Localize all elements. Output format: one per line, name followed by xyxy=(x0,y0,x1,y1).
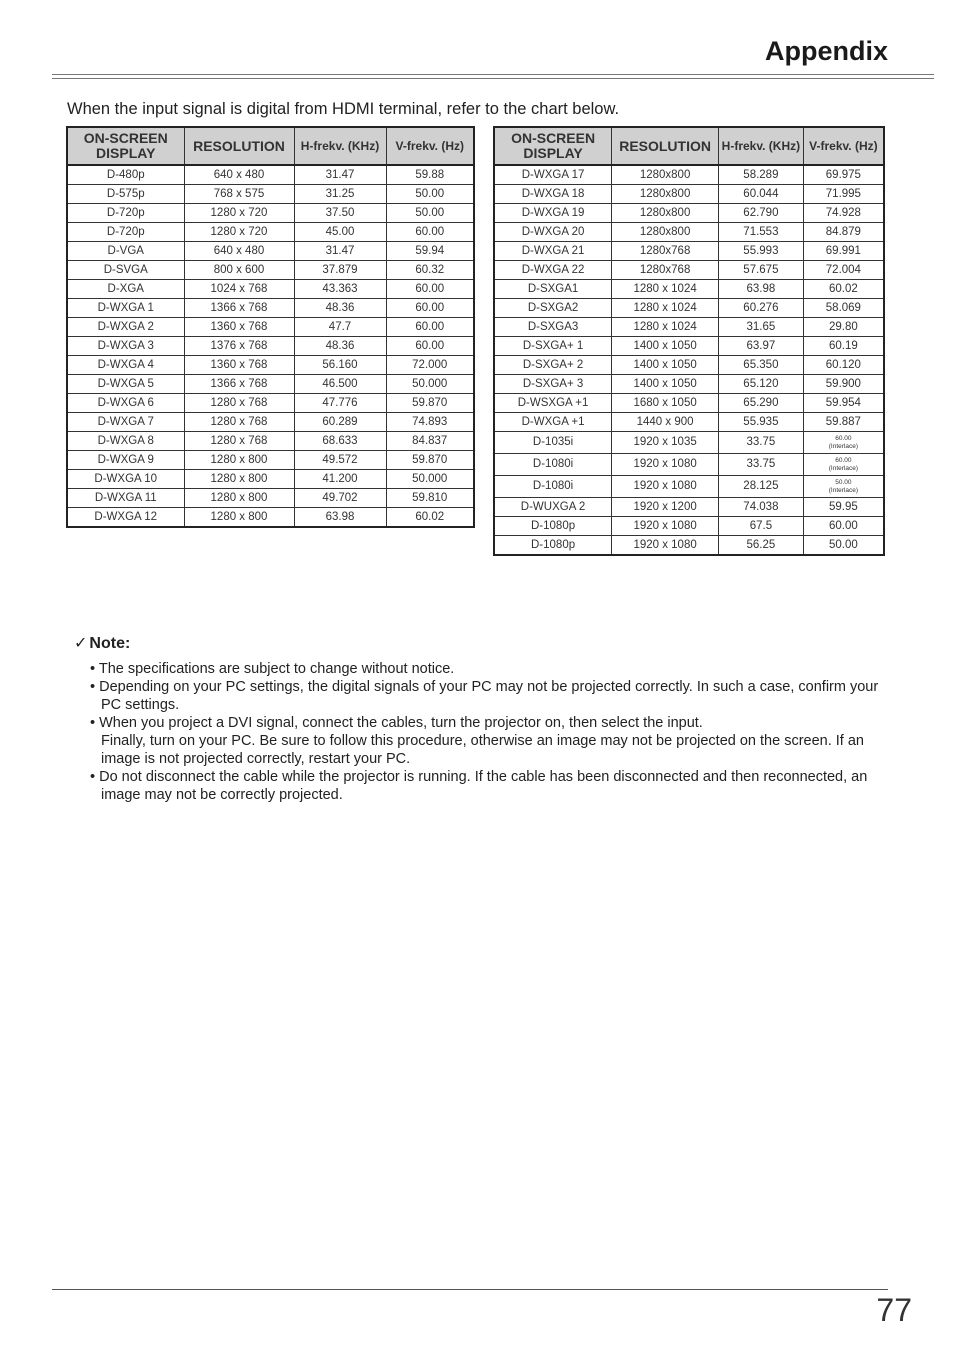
table-cell: 1920 x 1080 xyxy=(612,517,719,536)
table-cell: 640 x 480 xyxy=(184,242,294,261)
table-cell: 72.000 xyxy=(386,356,474,375)
table-cell: 49.572 xyxy=(294,451,386,470)
table-cell: D-WXGA 20 xyxy=(494,223,612,242)
table-cell: 29.80 xyxy=(803,318,884,337)
footer-divider xyxy=(52,1289,888,1290)
table-cell: 60.00 xyxy=(803,517,884,536)
table-cell: 1920 x 1080 xyxy=(612,536,719,556)
note-item xyxy=(90,768,880,804)
table-cell: 58.289 xyxy=(719,165,804,185)
table-cell: D-WXGA 5 xyxy=(67,375,184,394)
table-cell: 57.675 xyxy=(719,261,804,280)
table-cell: 1280x768 xyxy=(612,261,719,280)
table-cell: 31.47 xyxy=(294,165,386,185)
table-cell: 1280 x 720 xyxy=(184,223,294,242)
table-cell: 50.00 xyxy=(386,204,474,223)
table-row xyxy=(67,280,474,299)
table-cell: 1280 x 800 xyxy=(184,489,294,508)
signal-table-right xyxy=(493,126,885,556)
table-cell: 37.50 xyxy=(294,204,386,223)
table-cell: 60.00 (Interlace) xyxy=(803,454,884,476)
table-cell: D-SXGA+ 2 xyxy=(494,356,612,375)
table-row xyxy=(67,165,474,185)
table-cell: D-1080p xyxy=(494,536,612,556)
table-row xyxy=(67,337,474,356)
table-row xyxy=(494,454,884,476)
table-cell: 50.000 xyxy=(386,470,474,489)
table-row xyxy=(494,204,884,223)
table-cell: 48.36 xyxy=(294,299,386,318)
table-row xyxy=(494,394,884,413)
table-cell: D-720p xyxy=(67,204,184,223)
table-row xyxy=(67,299,474,318)
table-cell: 84.879 xyxy=(803,223,884,242)
table-row xyxy=(494,165,884,185)
table-cell: 1680 x 1050 xyxy=(612,394,719,413)
table-cell: 1376 x 768 xyxy=(184,337,294,356)
note-item-text: • Do not disconnect the cable while the projector is running. If the cable has been disconnected and then reconnected, an image may not be correctly projected. xyxy=(90,769,868,803)
table-cell: 33.75 xyxy=(719,432,804,454)
note-item-text: • The specifications are subject to change without notice. xyxy=(90,661,455,677)
table-cell: 74.928 xyxy=(803,204,884,223)
table-cell: 31.65 xyxy=(719,318,804,337)
table-cell: 55.935 xyxy=(719,413,804,432)
table-cell: 72.004 xyxy=(803,261,884,280)
table-row xyxy=(494,476,884,498)
table-cell: 59.88 xyxy=(386,165,474,185)
table-cell: D-SXGA3 xyxy=(494,318,612,337)
table-row xyxy=(67,375,474,394)
table-cell: 1360 x 768 xyxy=(184,356,294,375)
table-cell: 50.00 (Interlace) xyxy=(803,476,884,498)
table-cell: 63.98 xyxy=(294,508,386,528)
table-cell: 74.038 xyxy=(719,498,804,517)
table-cell: 84.837 xyxy=(386,432,474,451)
table-cell: D-WXGA +1 xyxy=(494,413,612,432)
table-cell: 1280 x 768 xyxy=(184,413,294,432)
column-header: RESOLUTION xyxy=(184,127,294,165)
table-cell: D-1080i xyxy=(494,476,612,498)
table-row xyxy=(494,536,884,556)
table-cell: D-WXGA 17 xyxy=(494,165,612,185)
table-cell: 48.36 xyxy=(294,337,386,356)
table-cell: D-SXGA+ 1 xyxy=(494,337,612,356)
note-item-text: • When you project a DVI signal, connect the cables, turn the projector on, then select the input. xyxy=(90,715,703,731)
table-cell: 1024 x 768 xyxy=(184,280,294,299)
table-cell: D-720p xyxy=(67,223,184,242)
table-cell: D-WXGA 6 xyxy=(67,394,184,413)
table-cell: 60.00 xyxy=(386,318,474,337)
table-cell: D-VGA xyxy=(67,242,184,261)
header-divider-top xyxy=(52,74,934,75)
table-cell: D-SXGA1 xyxy=(494,280,612,299)
table-cell: 62.790 xyxy=(719,204,804,223)
page-number: 77 xyxy=(876,1292,912,1328)
table-cell: 1360 x 768 xyxy=(184,318,294,337)
note-item xyxy=(90,678,880,714)
table-cell: 69.991 xyxy=(803,242,884,261)
table-cell: 1366 x 768 xyxy=(184,299,294,318)
table-cell: 63.97 xyxy=(719,337,804,356)
table-cell: 1280 x 800 xyxy=(184,508,294,528)
table-cell: 640 x 480 xyxy=(184,165,294,185)
note-title: Note: xyxy=(89,635,131,652)
table-row xyxy=(494,498,884,517)
table-cell: 63.98 xyxy=(719,280,804,299)
table-cell: 60.044 xyxy=(719,185,804,204)
table-cell: D-XGA xyxy=(67,280,184,299)
table-cell: 59.900 xyxy=(803,375,884,394)
table-cell: 1920 x 1080 xyxy=(612,476,719,498)
table-cell: 1440 x 900 xyxy=(612,413,719,432)
table-cell: 1280x768 xyxy=(612,242,719,261)
table-row xyxy=(494,356,884,375)
table-cell: 71.553 xyxy=(719,223,804,242)
page-title: Appendix xyxy=(764,36,888,66)
checkmark-icon: ✓ xyxy=(74,635,88,652)
table-row xyxy=(494,337,884,356)
table-cell: 50.00 xyxy=(803,536,884,556)
note-list xyxy=(90,660,880,804)
table-cell: 1280 x 1024 xyxy=(612,280,719,299)
table-cell: 55.993 xyxy=(719,242,804,261)
table-cell: 768 x 575 xyxy=(184,185,294,204)
column-header: ON-SCREEN DISPLAY xyxy=(67,127,184,165)
table-cell: 67.5 xyxy=(719,517,804,536)
table-cell: 1280x800 xyxy=(612,223,719,242)
table-cell: D-WXGA 3 xyxy=(67,337,184,356)
table-cell: 45.00 xyxy=(294,223,386,242)
table-row xyxy=(494,517,884,536)
table-cell: D-575p xyxy=(67,185,184,204)
table-cell: D-WXGA 1 xyxy=(67,299,184,318)
table-header-row xyxy=(67,127,474,165)
table-cell: 1280x800 xyxy=(612,204,719,223)
table-cell: 1400 x 1050 xyxy=(612,337,719,356)
table-cell: D-WXGA 19 xyxy=(494,204,612,223)
column-header: H-frekv. (KHz) xyxy=(294,127,386,165)
table-cell: 1280 x 800 xyxy=(184,451,294,470)
table-row xyxy=(67,223,474,242)
table-cell: 1280 x 800 xyxy=(184,470,294,489)
note-item xyxy=(90,660,880,678)
table-row xyxy=(67,185,474,204)
table-cell: 1280x800 xyxy=(612,185,719,204)
table-row xyxy=(494,318,884,337)
signal-table-left xyxy=(66,126,475,528)
table-row xyxy=(494,299,884,318)
table-cell: D-WXGA 10 xyxy=(67,470,184,489)
table-cell: 65.350 xyxy=(719,356,804,375)
table-cell: 800 x 600 xyxy=(184,261,294,280)
table-cell: D-1035i xyxy=(494,432,612,454)
table-cell: 60.02 xyxy=(803,280,884,299)
table-row xyxy=(67,470,474,489)
table-cell: 60.120 xyxy=(803,356,884,375)
table-cell: D-480p xyxy=(67,165,184,185)
table-cell: 1280 x 720 xyxy=(184,204,294,223)
table-cell: 60.289 xyxy=(294,413,386,432)
table-row xyxy=(494,432,884,454)
table-header-row xyxy=(494,127,884,165)
table-row xyxy=(494,223,884,242)
table-cell: D-SXGA+ 3 xyxy=(494,375,612,394)
table-cell: 28.125 xyxy=(719,476,804,498)
table-row xyxy=(494,261,884,280)
table-cell: D-1080p xyxy=(494,517,612,536)
table-cell: 47.776 xyxy=(294,394,386,413)
table-cell: 60.32 xyxy=(386,261,474,280)
table-cell: D-WSXGA +1 xyxy=(494,394,612,413)
table-cell: 1920 x 1035 xyxy=(612,432,719,454)
table-cell: 1280 x 768 xyxy=(184,394,294,413)
table-cell: 59.95 xyxy=(803,498,884,517)
table-cell: 41.200 xyxy=(294,470,386,489)
table-cell: D-WXGA 21 xyxy=(494,242,612,261)
column-header: ON-SCREEN DISPLAY xyxy=(494,127,612,165)
table-cell: 60.02 xyxy=(386,508,474,528)
table-cell: 60.00 xyxy=(386,223,474,242)
table-cell: D-WXGA 11 xyxy=(67,489,184,508)
table-row xyxy=(67,394,474,413)
table-cell: D-WXGA 7 xyxy=(67,413,184,432)
table-cell: 1400 x 1050 xyxy=(612,356,719,375)
table-row xyxy=(67,508,474,528)
table-row xyxy=(67,432,474,451)
table-cell: 68.633 xyxy=(294,432,386,451)
table-cell: D-1080i xyxy=(494,454,612,476)
table-cell: 59.954 xyxy=(803,394,884,413)
table-cell: D-SXGA2 xyxy=(494,299,612,318)
table-cell: 60.00 xyxy=(386,299,474,318)
note-heading xyxy=(74,633,130,653)
table-cell: 1280 x 1024 xyxy=(612,299,719,318)
table-row xyxy=(67,242,474,261)
table-cell: 1366 x 768 xyxy=(184,375,294,394)
table-cell: 31.47 xyxy=(294,242,386,261)
table-cell: D-WXGA 12 xyxy=(67,508,184,528)
table-row xyxy=(67,413,474,432)
table-row xyxy=(67,451,474,470)
note-item-text: • Depending on your PC settings, the digital signals of your PC may not be projected correctly. In such a case, confirm your PC settings. xyxy=(90,679,879,713)
table-cell: 56.160 xyxy=(294,356,386,375)
column-header: V-frekv. (Hz) xyxy=(386,127,474,165)
table-cell: 60.00 xyxy=(386,337,474,356)
table-cell: 1920 x 1080 xyxy=(612,454,719,476)
table-cell: 33.75 xyxy=(719,454,804,476)
table-cell: 1920 x 1200 xyxy=(612,498,719,517)
table-row xyxy=(494,185,884,204)
table-cell: 60.00 xyxy=(386,280,474,299)
table-cell: D-WUXGA 2 xyxy=(494,498,612,517)
table-cell: 65.120 xyxy=(719,375,804,394)
column-header: V-frekv. (Hz) xyxy=(803,127,884,165)
note-item xyxy=(90,714,880,768)
table-cell: 43.363 xyxy=(294,280,386,299)
table-cell: 74.893 xyxy=(386,413,474,432)
table-cell: 1280 x 768 xyxy=(184,432,294,451)
table-cell: 50.00 xyxy=(386,185,474,204)
table-cell: 1280 x 1024 xyxy=(612,318,719,337)
table-cell: D-WXGA 4 xyxy=(67,356,184,375)
table-cell: 59.887 xyxy=(803,413,884,432)
table-cell: 1280x800 xyxy=(612,165,719,185)
table-cell: D-WXGA 22 xyxy=(494,261,612,280)
table-row xyxy=(67,489,474,508)
table-cell: 46.500 xyxy=(294,375,386,394)
table-cell: D-WXGA 8 xyxy=(67,432,184,451)
table-cell: 58.069 xyxy=(803,299,884,318)
table-cell: 56.25 xyxy=(719,536,804,556)
intro-text: When the input signal is digital from HDMI terminal, refer to the chart below. xyxy=(67,100,620,118)
header-divider-bottom xyxy=(52,78,934,79)
table-cell: 49.702 xyxy=(294,489,386,508)
column-header: H-frekv. (KHz) xyxy=(719,127,804,165)
table-cell: 69.975 xyxy=(803,165,884,185)
table-row xyxy=(494,375,884,394)
table-row xyxy=(67,356,474,375)
table-row xyxy=(494,242,884,261)
table-cell: 59.94 xyxy=(386,242,474,261)
table-cell: 60.276 xyxy=(719,299,804,318)
table-cell: 60.19 xyxy=(803,337,884,356)
table-cell: 71.995 xyxy=(803,185,884,204)
table-cell: 59.870 xyxy=(386,451,474,470)
table-cell: 47.7 xyxy=(294,318,386,337)
table-cell: 1400 x 1050 xyxy=(612,375,719,394)
table-cell: 60.00 (Interlace) xyxy=(803,432,884,454)
table-cell: 59.810 xyxy=(386,489,474,508)
table-cell: 59.870 xyxy=(386,394,474,413)
table-cell: 65.290 xyxy=(719,394,804,413)
table-row xyxy=(494,280,884,299)
column-header: RESOLUTION xyxy=(612,127,719,165)
table-row xyxy=(67,204,474,223)
table-cell: D-SVGA xyxy=(67,261,184,280)
table-cell: D-WXGA 9 xyxy=(67,451,184,470)
table-cell: D-WXGA 2 xyxy=(67,318,184,337)
table-row xyxy=(494,413,884,432)
table-cell: D-WXGA 18 xyxy=(494,185,612,204)
table-row xyxy=(67,261,474,280)
table-cell: 31.25 xyxy=(294,185,386,204)
table-row xyxy=(67,318,474,337)
table-cell: 37.879 xyxy=(294,261,386,280)
note-item-continuation: Finally, turn on your PC. Be sure to follow this procedure, otherwise an image may not be projected on the screen. If an image is not projected correctly, restart your PC. xyxy=(101,733,864,767)
table-cell: 50.000 xyxy=(386,375,474,394)
